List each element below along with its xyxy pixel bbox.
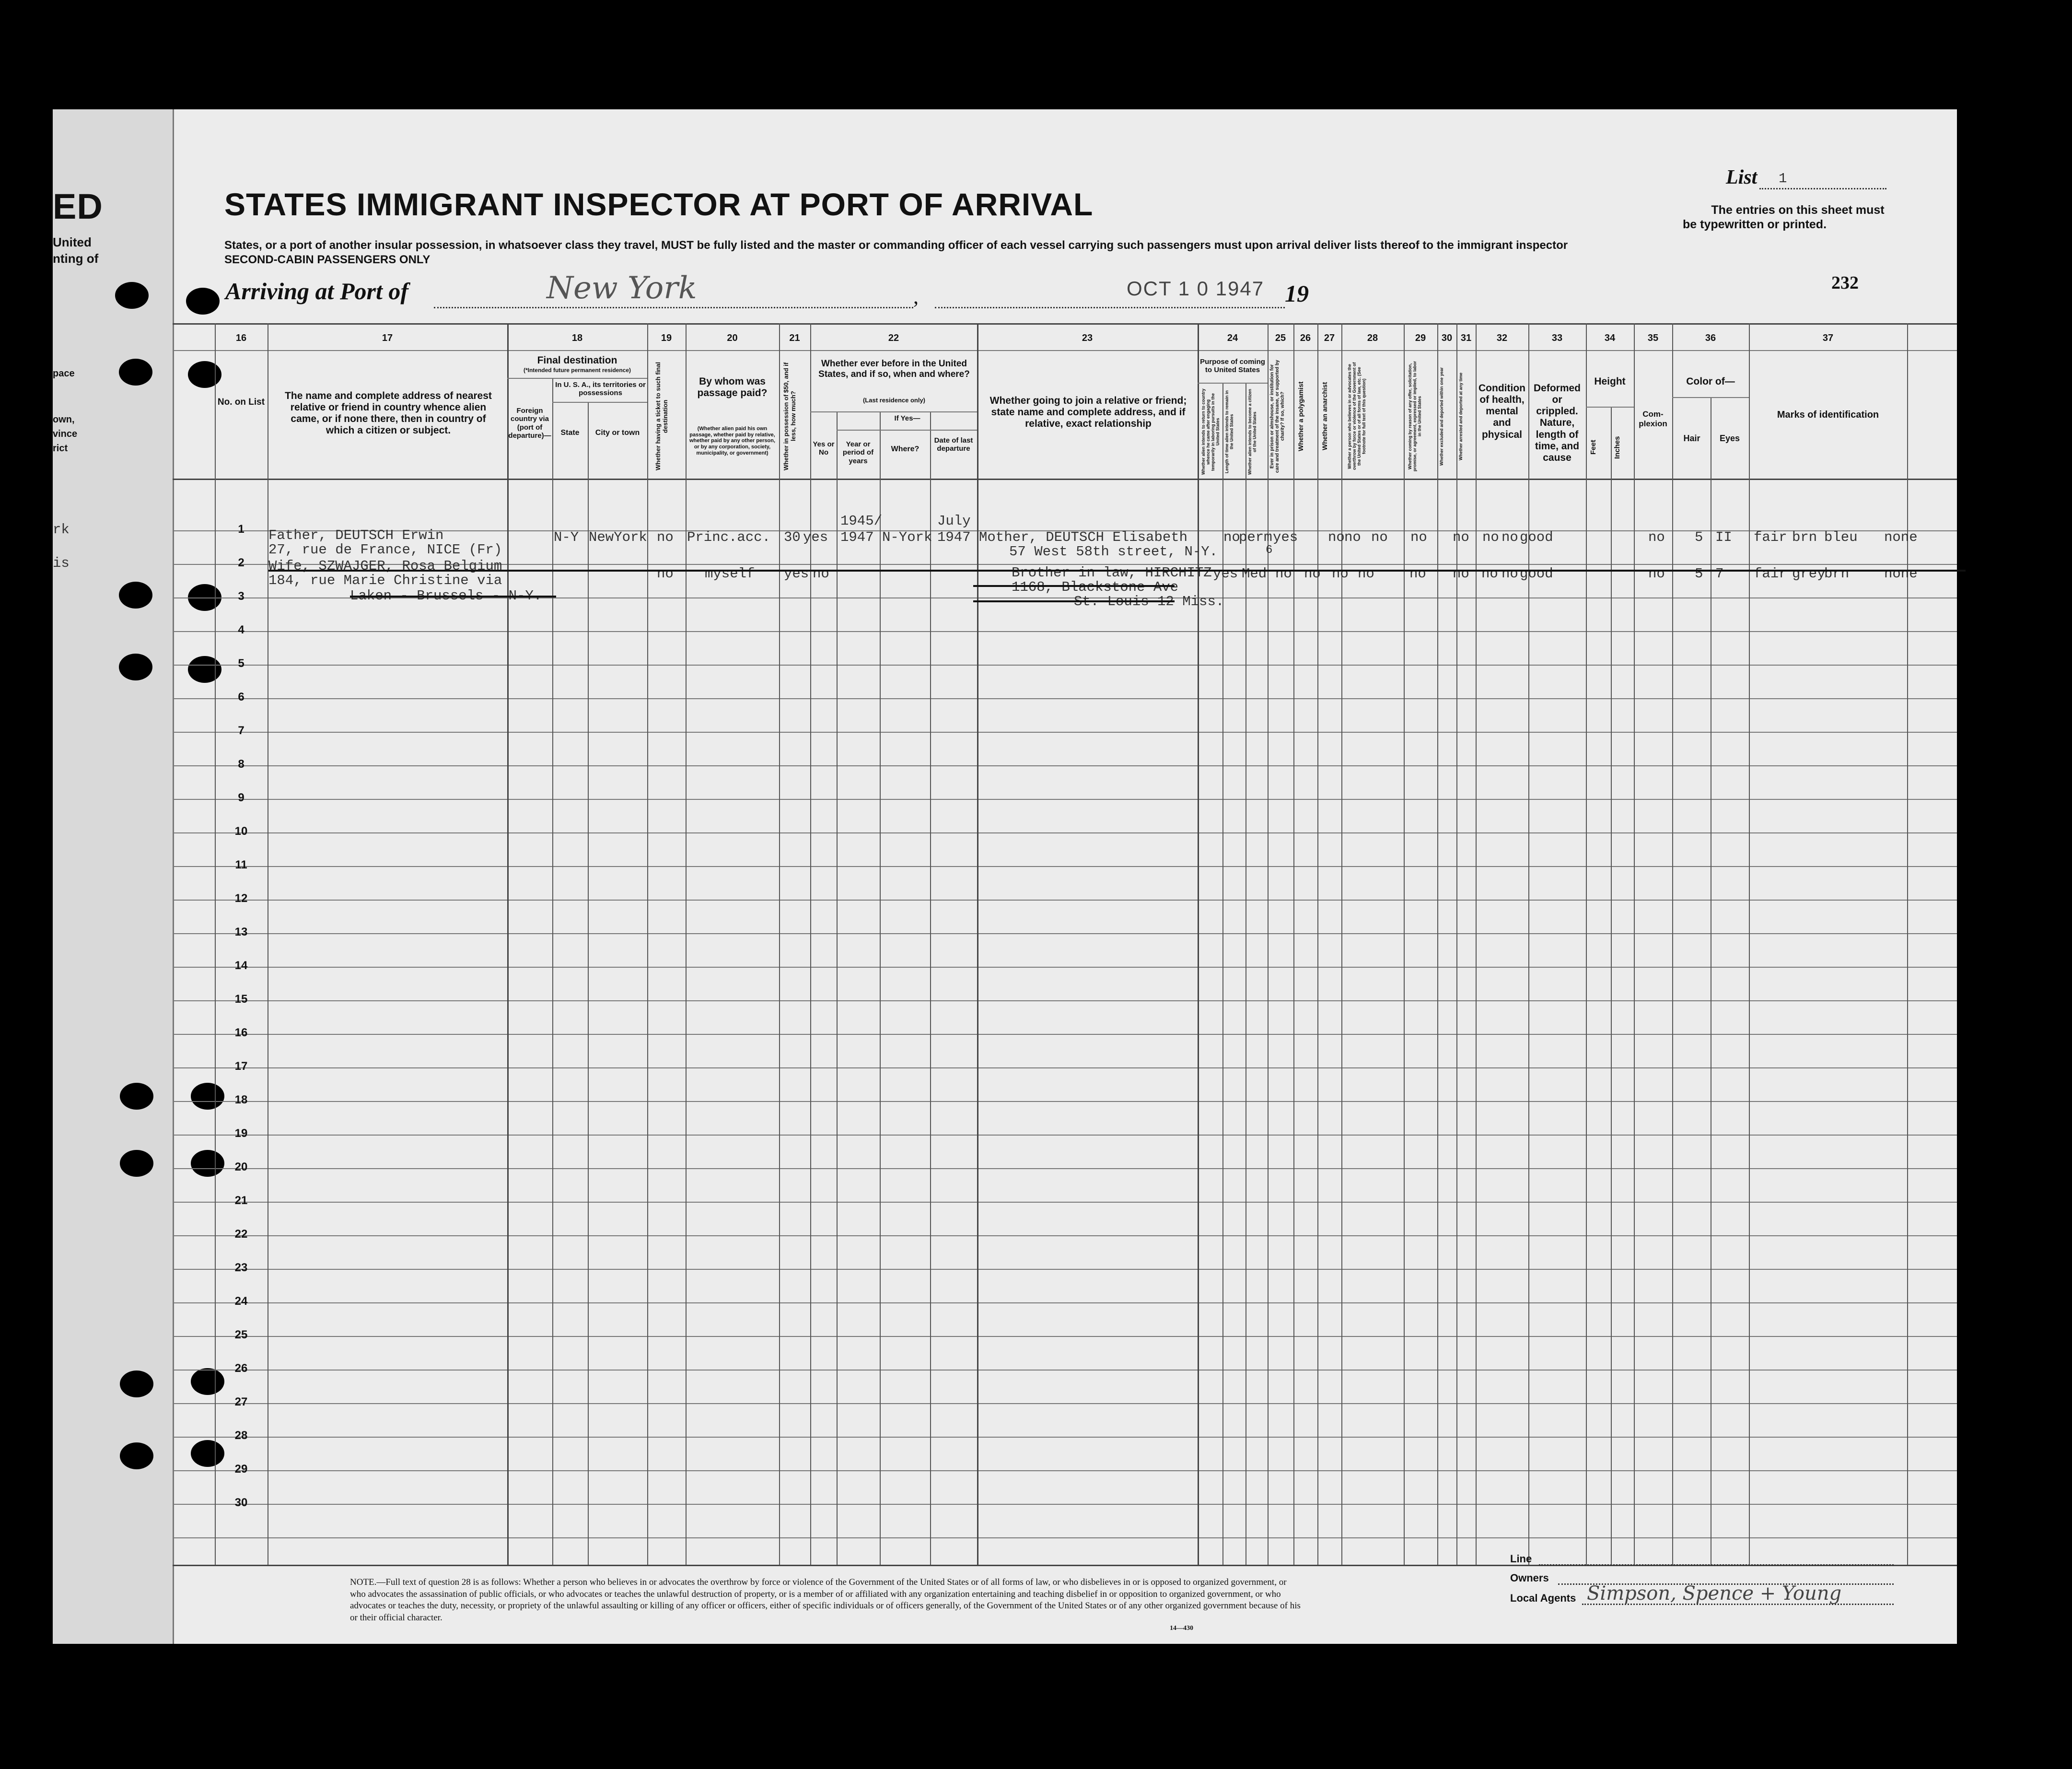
- left-page-strip: [53, 109, 174, 1644]
- col-num-16: 16: [235, 333, 247, 343]
- header-prison: Ever in prison or almshouse, or institution for care and treatment of the insane, or supported by charity? If so, which?: [1269, 360, 1285, 473]
- r2-length: Med: [1242, 566, 1267, 582]
- row-number: 2: [238, 556, 244, 569]
- strike-row-2: [268, 570, 1966, 572]
- r1-length: perm: [1239, 529, 1272, 545]
- header-condition: Condition of health, mental and physical: [1478, 383, 1525, 440]
- r2-citizen: no: [1275, 566, 1292, 582]
- col-num-18: 18: [571, 333, 583, 343]
- port-handwritten: New York: [547, 270, 697, 306]
- header-where: Where?: [891, 445, 920, 453]
- header-q29: Whether coming by reason of any offer, solicitation, promise, or agreement, expressed or implied, to labor in the United States: [1408, 361, 1422, 472]
- r1-marks: none: [1884, 529, 1918, 545]
- r2-anarchist: no: [1358, 566, 1374, 582]
- row-number: 28: [234, 1429, 248, 1442]
- r2-polygamist: no: [1332, 566, 1349, 582]
- header-color-of: Color of—: [1686, 376, 1735, 387]
- header-complexion: Com-plexion: [1639, 410, 1667, 428]
- row-number: 9: [238, 791, 244, 804]
- r1-relative-address: 27, rue de France, NICE (Fr): [268, 542, 502, 558]
- left-row-1: rk: [53, 522, 70, 538]
- header-year-period: Year or period of years: [842, 440, 874, 465]
- r1-q28: no: [1410, 529, 1427, 545]
- header-purpose-c: Whether alien intends to become a citizen of the United States: [1247, 388, 1257, 475]
- col-num-17: 17: [382, 333, 393, 343]
- header-final-destination: Final destination: [537, 355, 617, 366]
- header-purpose: Purpose of coming to United States: [1200, 358, 1265, 375]
- r1-departure-b: 1947: [937, 529, 971, 545]
- strike-row-2-city: [350, 596, 556, 597]
- row-number: 16: [234, 1026, 248, 1039]
- row-number: 21: [234, 1194, 248, 1207]
- header-in-usa: In U. S. A., its territories or possessions: [555, 381, 646, 398]
- r2-join-address: 1168, Blackstone Ave: [1012, 579, 1179, 595]
- page-number: 232: [1831, 273, 1859, 293]
- header-money: Whether in possession of $50, and if less, how much?: [782, 362, 797, 470]
- strike-row-2-join-city: [973, 600, 1175, 602]
- header-date-departure: Date of last departure: [934, 436, 973, 453]
- r1-join-name: Mother, DEUTSCH Elisabeth: [979, 529, 1188, 545]
- header-marks: Marks of identification: [1777, 410, 1879, 420]
- header-ticket: Whether having a ticket to such final destination: [654, 362, 669, 471]
- r1-deformed: no: [1648, 529, 1665, 545]
- col-num-33: 33: [1551, 333, 1563, 343]
- r2-join-city: St. Louis 12 Miss.: [1074, 594, 1224, 609]
- arriving-label: Arriving at Port of: [225, 278, 408, 305]
- row-number: 5: [238, 657, 244, 670]
- r1-city: NewYork: [589, 529, 647, 545]
- r2-passage-paid: myself: [705, 566, 755, 582]
- row-number: 4: [238, 623, 244, 636]
- r1-q31: no: [1502, 529, 1518, 545]
- col-num-23: 23: [1082, 333, 1093, 343]
- agents-signature: Simpson, Spence + Young: [1587, 1582, 1842, 1605]
- header-ever-before-note: (Last residence only): [862, 397, 926, 404]
- page-subtitle: States, or a port of another insular possession, in whatsoever class they travel, MUST be fully listed and the master or commanding officer of each vessel carrying such passengers must upon arrival deliver lists thereof to the immigrant inspector: [224, 239, 1568, 252]
- owners-label: Owners: [1510, 1572, 1549, 1584]
- r1-where: N-York: [882, 529, 932, 545]
- r1-polygamist: no: [1344, 529, 1361, 545]
- r2-q29: no: [1453, 566, 1469, 582]
- header-feet: Feet: [1589, 440, 1597, 455]
- header-nearest-relative: The name and complete address of nearest relative or friend in country whence alien came, or if none there, then in country of which a citizen or subject.: [285, 390, 492, 436]
- header-yes-or-no: Yes or No: [813, 440, 835, 457]
- r1-mark-6: 6: [1266, 544, 1273, 557]
- r1-health: good: [1520, 529, 1553, 545]
- row-number: 1: [238, 523, 244, 536]
- list-number: 1: [1779, 171, 1787, 187]
- row-number: 6: [238, 691, 244, 703]
- header-if-yes: If Yes—: [894, 414, 920, 422]
- r1-state: N-Y: [554, 529, 579, 545]
- row-number: 15: [234, 993, 248, 1006]
- header-join-relative: Whether going to join a relative or friend; state name and complete address, and if relative, exact relationship: [989, 395, 1187, 430]
- r2-relative-address: 184, rue Marie Christine via: [268, 573, 502, 588]
- r1-passage-paid: Princ.acc.: [687, 529, 771, 545]
- r1-inches: II: [1715, 529, 1732, 545]
- r1-citizen: yes: [1273, 529, 1298, 545]
- r1-purpose: no: [1223, 529, 1240, 545]
- col-num-24: 24: [1227, 333, 1238, 343]
- col-num-21: 21: [789, 333, 800, 343]
- date-stamp: OCT 1 0 1947: [1127, 277, 1265, 300]
- header-ever-before: Whether ever before in the United States, and if so, when and where?: [818, 359, 970, 379]
- r1-ever-before: yes: [803, 529, 828, 545]
- row-number: 20: [234, 1160, 248, 1173]
- header-purpose-a: Whether alien intends to return to country whence he came after engaging temporarily in laboring pursuits in the United States: [1201, 388, 1220, 475]
- header-passage-paid-note: (Whether alien paid his own passage, whether paid by relative, whether paid by any other person, or by any corporation, society, municipality, or government): [689, 426, 776, 456]
- r1-year-a: 1945/: [840, 513, 883, 529]
- row-number: 3: [238, 590, 244, 603]
- r2-inches: 7: [1715, 566, 1724, 582]
- col-num-34: 34: [1604, 333, 1616, 343]
- header-deformed: Deformed or crippled. Nature, length of time, and cause: [1533, 383, 1581, 463]
- col-num-35: 35: [1647, 333, 1659, 343]
- r1-feet: 5: [1695, 529, 1703, 545]
- header-q30: Whether excluded and deported within one year: [1439, 367, 1444, 466]
- class-line: SECOND-CABIN PASSENGERS ONLY: [224, 253, 431, 266]
- footnote-q28: NOTE.—Full text of question 28 is as follows: Whether a person who believes in or advocates the overthrow by force or violence of the Government of the United States or of all forms of law, or who disbelieves in or is opposed to organized government, or who advocates the assassination of public officials, or who advocates or teaches the unlawful destruction of property, or is a member of or affiliated with any organization entertaining and teaching disbelief in or opposition to organized government, or who advocates or teaches the duty, necessity, or propriety of the unlawful assaulting or killing of any officer or officers, either of specific individuals or of officers generally, of the Government of the United States or of any other organized government because of his or their official character.: [350, 1577, 1301, 1623]
- row-number: 13: [234, 926, 248, 938]
- col-num-27: 27: [1324, 333, 1335, 343]
- r2-ticket: no: [657, 566, 674, 582]
- header-eyes: Eyes: [1719, 433, 1740, 443]
- col-num-20: 20: [727, 333, 738, 343]
- header-q31: Whether arrested and deported at any time: [1458, 372, 1463, 460]
- r2-complexion: fair: [1754, 566, 1787, 582]
- left-title-fragment: ED: [53, 187, 103, 226]
- col-num-25: 25: [1275, 333, 1286, 343]
- r1-ticket: no: [657, 529, 674, 545]
- left-sub-1: United: [53, 235, 92, 249]
- agents-label: Local Agents: [1510, 1592, 1576, 1604]
- row-number: 30: [234, 1496, 248, 1509]
- col-num-31: 31: [1460, 333, 1472, 343]
- header-q28: Whether a person who believes in or advocates the overthrow by force or violence of the Government of the United States or of all forms of law, etc. (See footnote for full text of this question): [1347, 362, 1366, 470]
- page-title: STATES IMMIGRANT INSPECTOR AT PORT OF ARRIVAL: [224, 187, 1094, 222]
- row-number: 14: [234, 959, 248, 972]
- header-no-on-list: No. on List: [217, 397, 265, 407]
- r1-hair: brn: [1792, 529, 1817, 545]
- form-number: 14—430: [1170, 1625, 1193, 1632]
- left-col-1: pace: [53, 368, 75, 379]
- r1-complexion: fair: [1754, 529, 1787, 545]
- col-num-30: 30: [1441, 333, 1453, 343]
- row-number: 29: [234, 1463, 248, 1476]
- header-polygamist: Whether a polygamist: [1297, 381, 1304, 451]
- r2-prison: no: [1304, 566, 1321, 582]
- r2-health: good: [1520, 566, 1553, 582]
- r2-relative-name: Wife, SZWAJGER, Rosa Belgium: [268, 558, 502, 574]
- header-anarchist: Whether an anarchist: [1321, 382, 1328, 451]
- row-number: 24: [234, 1295, 248, 1308]
- r2-eyes: brn: [1824, 566, 1850, 582]
- r2-ever-before: no: [813, 566, 829, 582]
- col-num-28: 28: [1367, 333, 1378, 343]
- left-col-2: own,: [53, 414, 75, 425]
- header-foreign-country: Foreign country via (port of departure)—: [508, 407, 551, 440]
- r2-feet: 5: [1695, 566, 1703, 582]
- row-number: 23: [234, 1261, 248, 1274]
- header-purpose-b: Length of time alien intends to remain in the United States: [1224, 390, 1234, 474]
- row-number: 11: [235, 858, 247, 871]
- header-state: State: [560, 429, 580, 437]
- r1-q30: no: [1482, 529, 1499, 545]
- r2-relative-city: Laken - Brussels - N-Y.: [350, 588, 542, 604]
- strike-row-2-join: [973, 585, 1175, 587]
- r2-hair: grey: [1792, 566, 1826, 582]
- left-col-3: vince: [53, 429, 78, 439]
- header-inches: Inches: [1613, 436, 1621, 459]
- col-num-22: 22: [888, 333, 899, 343]
- col-num-26: 26: [1300, 333, 1311, 343]
- r1-money: 30: [784, 529, 801, 545]
- line-label: Line: [1510, 1553, 1532, 1565]
- row-number: 7: [238, 724, 244, 737]
- r1-join-address: 57 West 58th street, N-Y.: [1009, 544, 1218, 560]
- typed-note-1: The entries on this sheet must: [1711, 203, 1885, 217]
- col-num-19: 19: [661, 333, 672, 343]
- col-num-32: 32: [1496, 333, 1508, 343]
- row-number: 27: [234, 1395, 248, 1408]
- r2-join-name: Brother in law, HIRCHITZ: [1012, 565, 1212, 581]
- col-num-36: 36: [1705, 333, 1716, 343]
- r2-money: yes: [784, 566, 809, 582]
- left-row-2: is: [53, 555, 70, 571]
- r1-relative-name: Father, DEUTSCH Erwin: [268, 527, 444, 543]
- row-number: 25: [234, 1328, 248, 1341]
- row-number: 12: [234, 892, 248, 905]
- row-number: 18: [234, 1093, 248, 1106]
- row-number: 19: [234, 1127, 248, 1140]
- r2-deformed: no: [1648, 566, 1665, 582]
- col-num-37: 37: [1822, 333, 1834, 343]
- header-hair: Hair: [1683, 433, 1700, 443]
- header-city: City or town: [595, 429, 640, 437]
- row-number: 10: [234, 825, 248, 838]
- r2-marks: none: [1884, 566, 1918, 582]
- row-number: 8: [238, 758, 244, 771]
- left-sub-2: nting of: [53, 251, 99, 266]
- r1-year-b: 1947: [840, 529, 874, 545]
- r2-q28: no: [1409, 566, 1426, 582]
- r1-eyes: bleu: [1824, 529, 1858, 545]
- r1-prison: no: [1328, 529, 1345, 545]
- row-number: 17: [234, 1060, 248, 1073]
- manifest-sheet: ED United nting of pace own, vince rict rk is STATES IMMIGRANT INSPECTOR AT PORT OF ARRIVAL States, or a port of another insular possession, in whatsoever class they travel, MUST be fully listed and the master or commanding officer of each vessel carrying such passengers must upon arrival deliver lists thereof to the immigrant inspector SECOND-CABIN PASSENGERS ONLY List 1 The entries on this sheet must be typewritten or printed. Arriving at Port of New York , OCT 1 0 1947 19 232 17 16 18 19 20 21 22 23 24 25 26 27 28 29 30 31 32 33 34 35 36 37 No. on List The name and complete address of nearest relative or friend in country whence alien came, or if none there, then in country of which a citizen or subject. Final destination (*Intended future permanent residence) Foreign country via (port of departure)— In U. S. A., its territories or possessions State City or town Whether having a ticket to such final destination By whom was passage paid? (Whether alien paid his own passage, whether paid by relative, whether paid by any other person, or by any corporation, society, municipality, or government) Whether in possession of $50, and if less, how much? Whether ever before in the United States, and if so, when and where? (Last residence only) Yes or No If Yes— Year or period of years Where? Date of last departure Whether going to join a relative or friend; state name and complete address, and if relative, exact relationship Purpose of coming to United States Whether alien intends to return to country whence he came after engaging temporarily in laboring pursuits in the United States Length of time alien intends to remain in the United States Whether alien intends to become a citizen of the United States Ever in prison or almshouse, or institution for care and treatment of the insane, or supported by charity? If so, which? Whether a polygamist Whether an anarchist Whether a person who believes in or advocates the overthrow by force or violence of the Government of the United States or of all forms of law, etc. (See footnote for full text of this question) Whether coming by reason of any offer, solicitation, promise, or agreement, expressed or implied, to labor in the United States Whether excluded and deported within one year Whether arrested and deported at any time Condition of health, mental and physical Deformed or crippled. Nature, length of time, and cause Height Feet Inches Com-plexion Color of— Hair Eyes Marks of identification 1 2 3 4 5 6 7 8 9 10 11 12 13 14 15 16 17 18 19 20 21 22 23 24 25 26 27 28 29 30 Father, DEUTSCH Erwin 27, rue de France, NICE (Fr) N-Y NewYork no Princ.acc. 30 yes 1945/ 1947 N-York July 1947 Mother, DEUTSCH Elisabeth 57 West 58th street, N-Y. 6 no perm yes no no no no no no no good no 5 II fair brn bleu none Wife, SZWAJGER, Rosa Belgium 184, rue Marie Christine via Laken - Brussels - N-Y. no myself yes no Brother in law, HIRCHITZ 1168, Blackstone Ave St. Louis 12 Miss. yes Med no no no no no no no no good no 5 7 fair grey brn none NOTE.—Full text of question 28 is as follows: Whether a person who believes in or advocates the overthrow by force or violence of the Government of the United States or of all forms of law, or who disbelieves in or is opposed to organized government, or who advocates the assassination of public officials, or who advocates or teaches the unlawful destruction of property, or is a member of or affiliated with any organization entertaining and teaching disbelief in or opposition to organized government, or who advocates or teaches the duty, necessity, or propriety of the unlawful assaulting or killing of any officer or officers, either of specific individuals or of officers generally, of the Government of the United States or of any other organized government because of his or their official character. 14—430 Line Owners Local Agents Simpson, Spence + Young: [53, 109, 1957, 1644]
- r2-purpose: yes: [1213, 566, 1238, 582]
- header-final-destination-note: (*Intended future permanent residence): [523, 367, 631, 374]
- row-number: 22: [234, 1228, 248, 1241]
- left-col-4: rict: [53, 443, 68, 454]
- r2-q30: no: [1481, 566, 1498, 582]
- list-label: List: [1726, 166, 1758, 188]
- year-prefix: 19: [1285, 280, 1309, 307]
- row-number: 26: [234, 1362, 248, 1375]
- r1-anarchist: no: [1371, 529, 1388, 545]
- r1-departure-a: July: [937, 513, 971, 529]
- r1-q29: no: [1453, 529, 1469, 545]
- header-passage-paid: By whom was passage paid?: [697, 376, 768, 399]
- r2-q31: no: [1502, 566, 1518, 582]
- col-num-29: 29: [1415, 333, 1426, 343]
- typed-note-2: be typewritten or printed.: [1683, 218, 1827, 231]
- header-height: Height: [1594, 376, 1626, 387]
